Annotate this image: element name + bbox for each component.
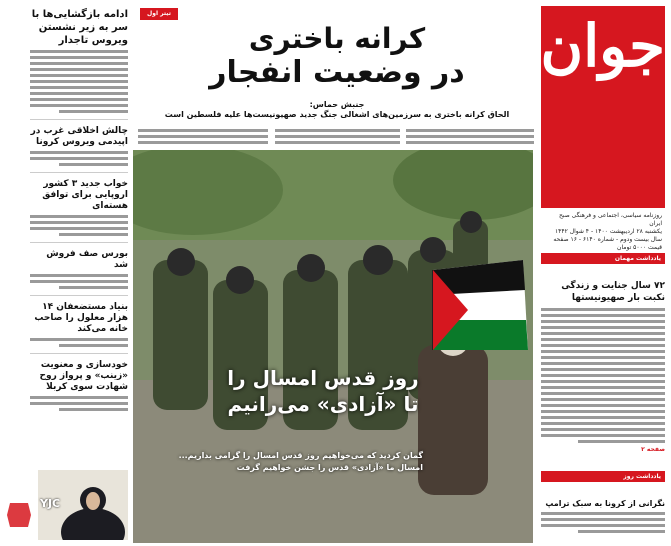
text-col-3 — [406, 126, 534, 147]
date-line: روزنامه سیاسی، اجتماعی و فرهنگی صبح ایران — [559, 212, 662, 227]
photo-illustration — [133, 150, 533, 543]
date-line: سال بیست ‌ودوم - شماره ۶۱۴۰ - ۱۶ صفحه — [553, 236, 662, 243]
photo-caption: گمان کردید که می‌خواهیم روز قدس امسال را گرامی بداریم... امسال ما «آزادی» قدس را جشن خواهیم گرفت — [178, 451, 423, 472]
left-column — [30, 8, 128, 414]
kicker-label: جنبش حماس: — [309, 100, 365, 109]
top-badge: تیتر اول — [140, 8, 178, 20]
main-headline-line1: کرانه باختری — [248, 22, 426, 55]
photo-headline-1: روز قدس امسال را — [227, 366, 419, 390]
yjc-logo-icon — [4, 500, 34, 530]
date-info — [546, 212, 662, 252]
left-headline-4[interactable]: بورس صف فروش شد — [46, 249, 128, 270]
main-photo — [133, 150, 533, 543]
left-headline-3[interactable]: خواب جدید ۳ کشور اروپایی برای توافق هسته‌ای — [42, 179, 128, 211]
date-line: یکشنبه ۲۸ اردیبهشت ۱۴۰۰ - ۴ شوال ۱۴۴۲ — [554, 228, 662, 235]
agency-watermark: YJC — [40, 497, 61, 510]
text-col-1 — [138, 126, 268, 147]
left-headline-5[interactable]: بنیاد مستضعفان ۱۴ هزار معلول را صاحب خانه می‌کند — [34, 302, 128, 334]
masthead — [541, 6, 665, 208]
section-bar-guest: یادداشت مهمان — [541, 253, 665, 264]
text-col-2 — [275, 126, 400, 147]
kicker — [140, 100, 534, 120]
left-headline-2[interactable]: چالش اخلاقی غرب در اپیدمی ویروس کرونا — [30, 126, 128, 147]
main-headline-line2: در وضعیت انفجار — [209, 55, 465, 90]
masthead-title: جوان — [540, 12, 665, 80]
kicker-text: الحاق کرانه باختری به سرزمین‌های اشغالی جنگ جدید صهیونیست‌ها علیه فلسطین است — [164, 110, 510, 119]
left-headline-6[interactable]: خودسازی و معنویت «زینب» و پرواز روح شهادت سوی کربلا — [39, 360, 128, 392]
continue-page: صفحه ۲ — [641, 446, 665, 453]
left-headline-1[interactable]: ادامه بازگشایی‌ها با سر به زیر نشستن ویروس تاجدار — [31, 9, 128, 46]
main-headline[interactable] — [140, 22, 534, 90]
date-line: قیمت ۵۰۰۰ تومان — [617, 244, 662, 251]
right-column — [541, 253, 665, 536]
photo-headline[interactable] — [203, 365, 443, 417]
photo-headline-2: تا «آزادی» می‌رانیم — [227, 392, 419, 416]
section-bar-day: یادداشت روز — [541, 471, 665, 482]
day-headline[interactable]: نگرانی از کرونا به سبک ترامپ — [545, 499, 665, 508]
guest-headline[interactable]: ۷۲ سال جنایت و زندگی نکبت بار صهیونیستها — [561, 281, 665, 303]
